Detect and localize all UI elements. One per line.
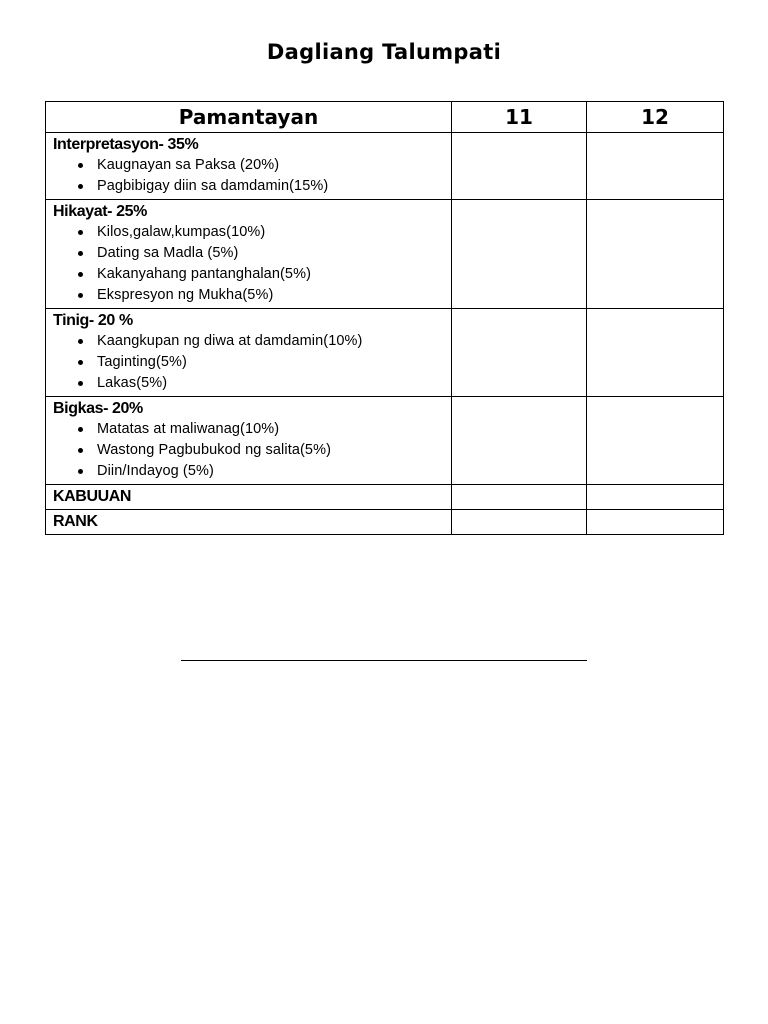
total-cell-12[interactable] [587, 484, 724, 509]
criterion-items [46, 419, 451, 484]
criterion-cell [46, 396, 452, 484]
criterion-item: Wastong Pagbubukod ng salita(5%) [46, 440, 451, 461]
header-contestant-11: 11 [452, 102, 587, 133]
criterion-item: Lakas(5%) [46, 373, 451, 394]
criterion-item: Taginting(5%) [46, 352, 451, 373]
header-row [46, 102, 724, 133]
score-cell-11[interactable] [452, 133, 587, 200]
total-cell-11[interactable] [452, 484, 587, 509]
signature-line [181, 660, 587, 661]
criterion-name: Hikayat- 25% [53, 202, 147, 220]
score-cell-12[interactable] [587, 396, 724, 484]
score-cell-12[interactable] [587, 199, 724, 308]
rank-row [46, 509, 724, 534]
criterion-name: Tinig- 20 % [53, 311, 133, 329]
document-title: Dagliang Talumpati [266, 40, 502, 64]
rank-label: RANK [53, 512, 98, 530]
header-criteria: Pamantayan [46, 102, 452, 133]
criterion-item: Diin/Indayog (5%) [46, 461, 451, 482]
criterion-cell [46, 133, 452, 200]
rank-cell-11[interactable] [452, 509, 587, 534]
score-cell-11[interactable] [452, 396, 587, 484]
rank-label-cell [46, 509, 452, 534]
criterion-row [46, 199, 724, 308]
score-cell-12[interactable] [587, 308, 724, 396]
criterion-item: Matatas at maliwanag(10%) [46, 419, 451, 440]
total-label: KABUUAN [53, 487, 132, 505]
criterion-item: Kilos,galaw,kumpas(10%) [46, 222, 451, 243]
criterion-name: Interpretasyon- 35% [53, 136, 199, 153]
criterion-items [46, 331, 451, 396]
total-row [46, 484, 724, 509]
criterion-row [46, 133, 724, 200]
criterion-row [46, 396, 724, 484]
header-contestant-12: 12 [587, 102, 724, 133]
criterion-row [46, 308, 724, 396]
criterion-items [46, 222, 451, 308]
criterion-item: Pagbibigay diin sa damdamin(15%) [46, 176, 451, 197]
criterion-name: Bigkas- 20% [53, 399, 143, 417]
criterion-item: Ekspresyon ng Mukha(5%) [46, 285, 451, 306]
criterion-cell [46, 199, 452, 308]
total-label-cell [46, 484, 452, 509]
rank-cell-12[interactable] [587, 509, 724, 534]
rubric-table [45, 101, 724, 535]
criterion-item: Kakanyahang pantanghalan(5%) [46, 264, 451, 285]
score-cell-12[interactable] [587, 133, 724, 200]
criterion-items [46, 155, 451, 199]
criterion-item: Dating sa Madla (5%) [46, 243, 451, 264]
score-cell-11[interactable] [452, 308, 587, 396]
criterion-cell [46, 308, 452, 396]
score-cell-11[interactable] [452, 199, 587, 308]
criterion-item: Kaangkupan ng diwa at damdamin(10%) [46, 331, 451, 352]
criterion-item: Kaugnayan sa Paksa (20%) [46, 155, 451, 176]
